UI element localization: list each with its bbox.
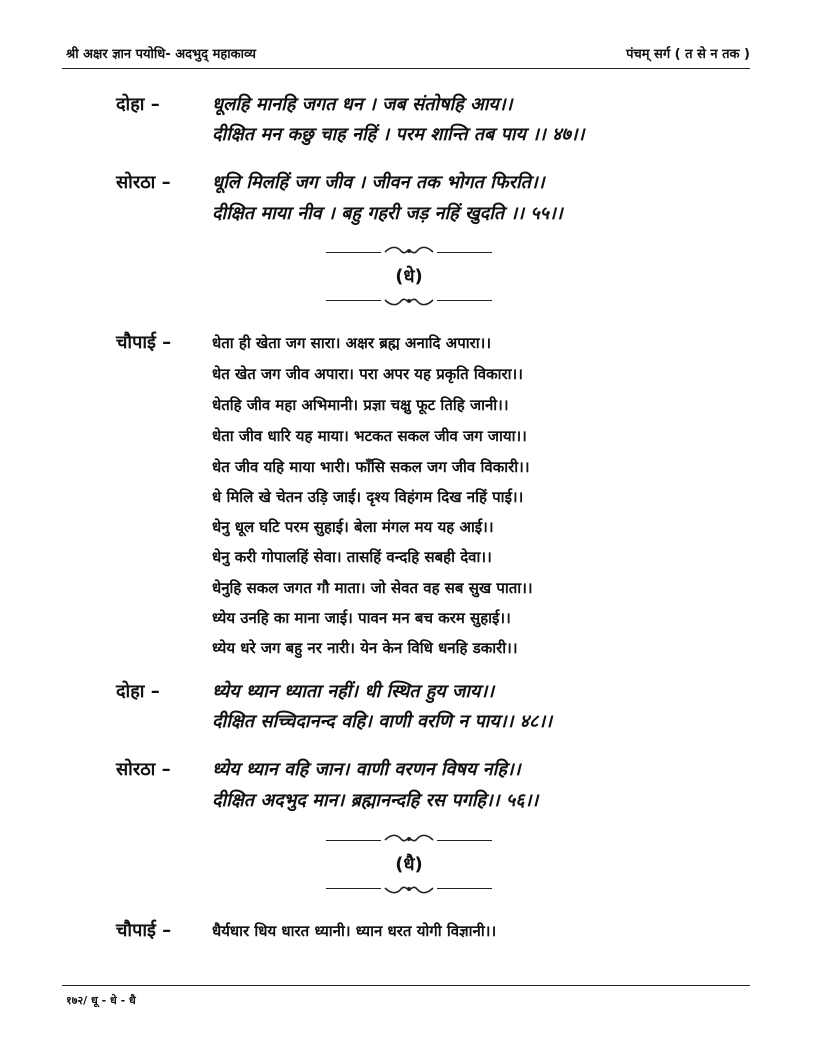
verse-line: धूलहि मानहि जगत धन । जब संतोषहि आय।। bbox=[212, 94, 513, 115]
verse-line: धे मिलि खे चेतन उड़ि जाई। दृश्य विहंगम दिख नहिं पाई।। bbox=[212, 488, 524, 506]
section-letter: (धै) bbox=[395, 854, 423, 875]
verse-line: ध्येय ध्यान वहि जान। वाणी वरणन विषय नहि।। bbox=[212, 759, 521, 780]
doha-label: दोहा – bbox=[116, 681, 160, 702]
verse-line: धेत जीव यहि माया भारी। फाँसि सकल जग जीव विकारी।। bbox=[212, 458, 530, 476]
page-number-footer: १७२/ धू - धे - धै bbox=[66, 994, 136, 1007]
verse-line: धेनु धूल घटि परम सुहाई। बेला मंगल मय यह आई।। bbox=[212, 518, 494, 536]
header-rule bbox=[62, 68, 750, 69]
soratha-label: सोरठा – bbox=[116, 759, 171, 780]
verse-line: ध्येय धरे जग बहु नर नारी। येन केन विधि धनहि डकारी।। bbox=[212, 639, 518, 657]
verse-line: दीक्षित मन कछु चाह नहिं । परम शान्ति तब पाय ।। ४७।। bbox=[212, 124, 585, 145]
section-letter: (धे) bbox=[395, 266, 423, 287]
header-chapter-title: पंचम् सर्ग ( त से न तक ) bbox=[626, 47, 750, 62]
doha-label: दोहा – bbox=[116, 94, 160, 115]
verse-line: ध्येय ध्यान ध्याता नहीं। धी स्थित हुय जाय।। bbox=[212, 681, 495, 702]
verse-line: धेता ही खेता जग सारा। अक्षर ब्रह्म अनादि अपारा।। bbox=[212, 334, 492, 352]
chaupai-label: चौपाई – bbox=[116, 920, 172, 941]
verse-line: दीक्षित माया नीव । बहु गहरी जड़ नहिं खुदति ।। ५५।। bbox=[212, 203, 563, 224]
footer-rule bbox=[62, 985, 750, 986]
flourish-ornament-icon bbox=[381, 244, 437, 258]
soratha-label: सोरठा – bbox=[116, 172, 171, 193]
verse-line: धैर्यधार धिय धारत ध्यानी। ध्यान धरत योगी विज्ञानी।। bbox=[212, 922, 497, 940]
verse-line: दीक्षित सच्चिदानन्द वहि। वाणी वरणि न पाय।। ४८।। bbox=[212, 711, 553, 732]
chaupai-label: चौपाई – bbox=[116, 332, 172, 353]
verse-line: धेतहि जीव महा अभिमानी। प्रज्ञा चक्षु फूट तिहि जानी।। bbox=[212, 396, 509, 414]
flourish-ornament-icon bbox=[381, 294, 437, 308]
verse-line: धेनु करी गोपालहिं सेवा। तासहिं वन्दहि सबही देवा।। bbox=[212, 548, 492, 566]
verse-line: धूलि मिलहिं जग जीव । जीवन तक भोगत फिरति।। bbox=[212, 172, 545, 193]
verse-line: ध्येय उनहि का माना जाई। पावन मन बच करम सुहाई।। bbox=[212, 609, 511, 627]
verse-line: धेता जीव धारि यह माया। भटकत सकल जीव जग जाया।। bbox=[212, 427, 527, 445]
section-divider bbox=[326, 832, 492, 894]
flourish-ornament-icon bbox=[381, 832, 437, 846]
header-book-title: श्री अक्षर ज्ञान पयोधि- अदभुद् महाकाव्य bbox=[66, 47, 256, 62]
flourish-ornament-icon bbox=[381, 882, 437, 896]
verse-line: धेनुहि सकल जगत गौ माता। जो सेवत वह सब सुख पाता।। bbox=[212, 579, 533, 597]
verse-line: दीक्षित अदभुद मान। ब्रह्मानन्दहि रस पगहि।। ५६।। bbox=[212, 790, 539, 811]
verse-line: धेत खेत जग जीव अपारा। परा अपर यह प्रकृति विकारा।। bbox=[212, 365, 523, 383]
section-divider bbox=[326, 244, 492, 306]
